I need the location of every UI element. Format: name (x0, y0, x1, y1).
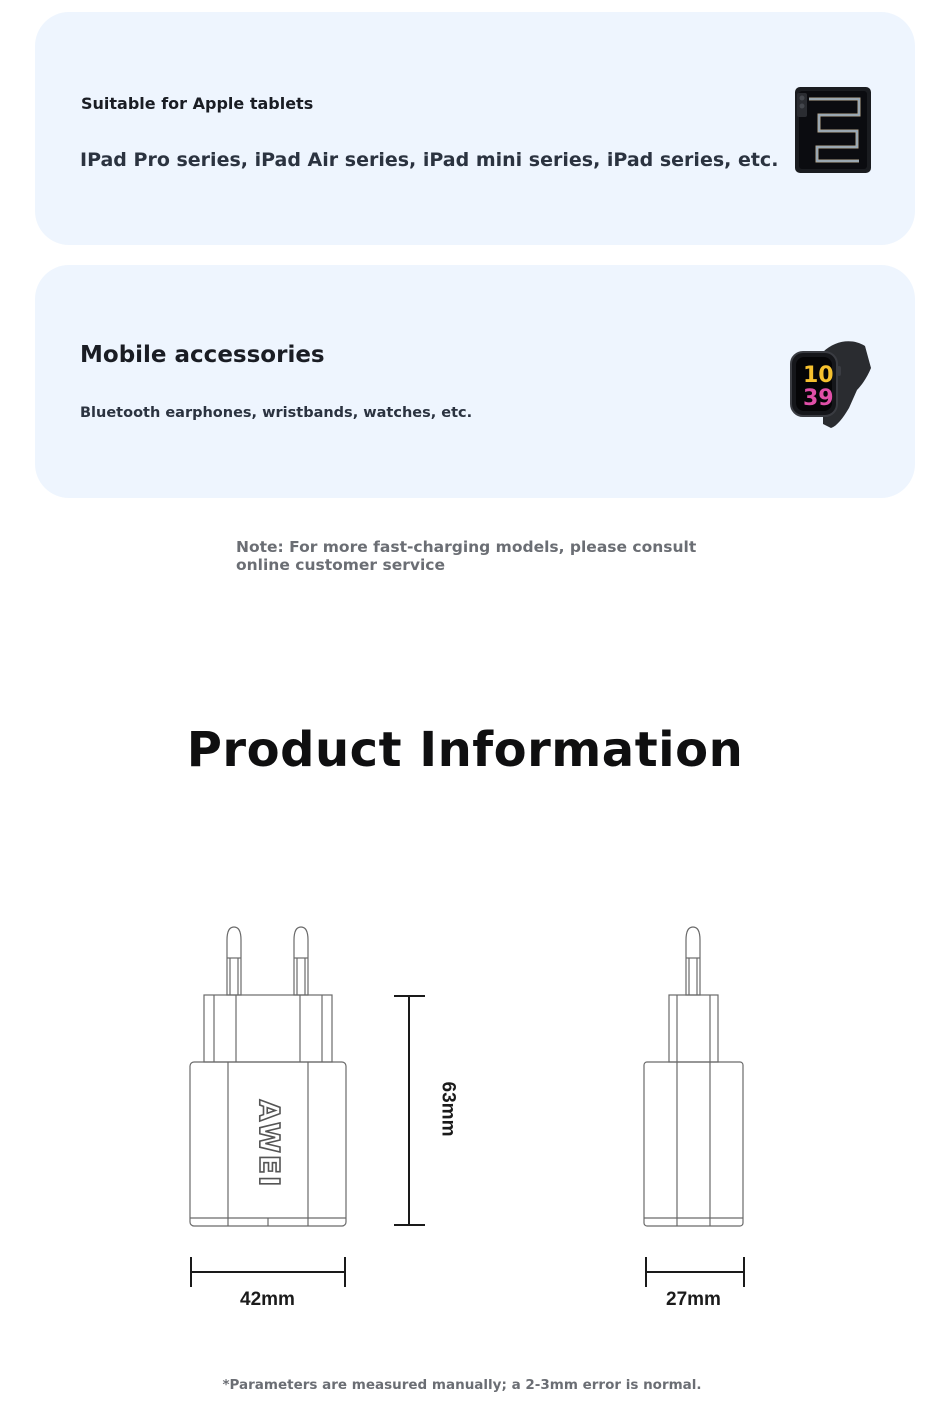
measurement-footnote: *Parameters are measured manually; a 2-3mm error is normal. (222, 1377, 702, 1393)
card-description: Bluetooth earphones, wristbands, watches, etc. (80, 405, 473, 421)
watch-face-minutes: 39 (803, 386, 834, 411)
section-title: Product Information (186, 722, 744, 778)
card-title: Suitable for Apple tablets (81, 94, 314, 113)
compatibility-note: Note: For more fast-charging models, please consult online customer service (236, 538, 697, 574)
width-side-dimension-line (646, 1257, 744, 1287)
card-description: IPad Pro series, iPad Air series, iPad mini series, iPad series, etc. (80, 149, 779, 171)
width-side-dimension-label: 27mm (666, 1289, 721, 1310)
brand-logo: AWEI (253, 1099, 286, 1189)
width-front-dimension-label: 42mm (240, 1289, 295, 1310)
card-title: Mobile accessories (80, 342, 325, 368)
height-dimension-label: 63mm (437, 1081, 459, 1137)
width-front-dimension-line (191, 1257, 345, 1287)
watch-face-hours: 10 (803, 363, 834, 388)
height-dimension-line (394, 996, 425, 1225)
charger-side-view (644, 927, 743, 1226)
